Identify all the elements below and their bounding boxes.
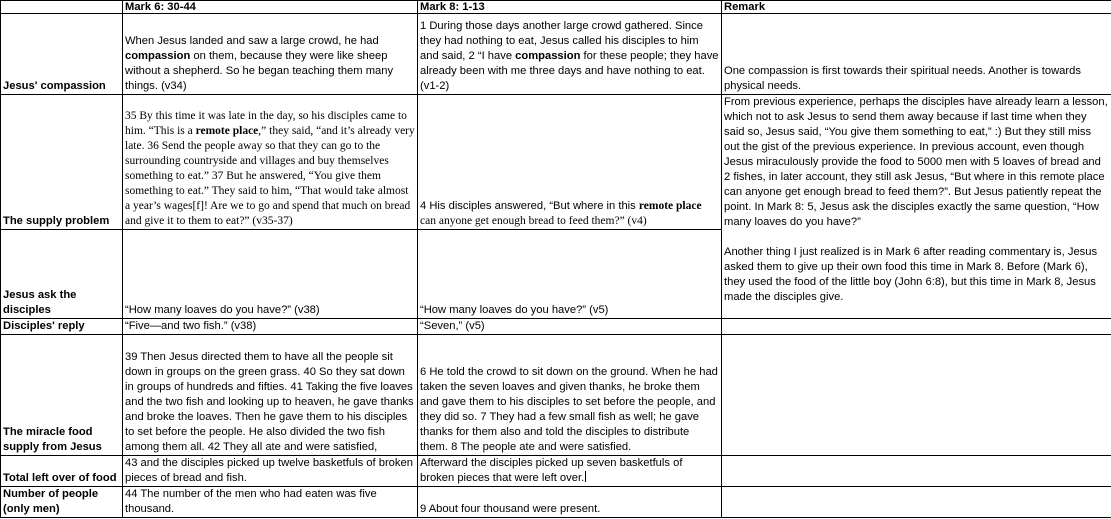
cell-mark6-miracle[interactable]: 39 Then Jesus directed them to have all the people sit down in groups on the green grass. 40 So they sat down in groups of hundreds and fifties. 41 Taking the five loaves and the two fish and looking up to heaven, he gave thanks and broke the loaves. Then he gave them to his disciples to set before the people. He also divided the two fish among them all. 42 They all ate and were satisfied, [123,335,418,456]
cell-mark8-leftover[interactable]: Afterward the disciples picked up seven basketfuls of broken pieces that were left over. [418,456,722,487]
cell-mark6-supply[interactable]: 35 By this time it was late in the day, so his disciples came to him. “This is a remote place,” they said, “and it’s already very late. 36 Send the people away so that they can go to the surrounding countryside and villages and buy themselves something to eat.” 37 But he answered, “You give them something to eat.” They said to him, “That would take almost a year’s wages[f]! Are we to go and spend that much on bread and give it to them to eat?” (v35-37) [123,95,418,230]
cell-mark8-miracle[interactable]: 6 He told the crowd to sit down on the ground. When he had taken the seven loaves and given thanks, he broke them and gave them to his disciples to set before the people, and they did so. 7 They had a few small fish as well; he gave thanks for them also and told the disciples to distribute them. 8 The people ate and were satisfied. [418,335,722,456]
table-row-compassion [1,14,1111,95]
row-label-leftover[interactable]: Total left over of food [1,456,123,487]
cell-mark8-people[interactable]: 9 About four thousand were present. [418,487,722,518]
cell-remark-leftover[interactable] [722,456,1111,487]
header-remark[interactable]: Remark [722,1,1111,14]
table-row-leftover [1,456,1111,487]
cell-mark8-compassion[interactable]: 1 During those days another large crowd gathered. Since they had nothing to eat, Jesus called his disciples to him and said, 2 “I have compassion for these people; they have already been with me three days and have nothing to eat. (v1-2) [418,14,722,95]
row-label-ask[interactable]: Jesus ask the disciples [1,230,123,319]
row-label-people[interactable]: Number of people (only men) [1,487,123,518]
cell-mark6-leftover[interactable]: 43 and the disciples picked up twelve basketfuls of broken pieces of bread and fish. [123,456,418,487]
table-row-people [1,487,1111,518]
header-row [1,1,1111,14]
row-label-supply[interactable]: The supply problem [1,95,123,230]
cell-remark-reply[interactable] [722,319,1111,335]
cell-mark6-people[interactable]: 44 The number of the men who had eaten was five thousand. [123,487,418,518]
header-empty[interactable] [1,1,123,14]
table-row-reply [1,319,1111,335]
remark-paragraph-2: Another thing I just realized is in Mark 6 after reading commentary is, Jesus asked them to give up their own food this time in Mark 8. Before (Mark 6), they used the food of the little boy (John 6:8), but this time in Mark 8, Jesus made the disciples give. [724,246,1098,303]
remark-paragraph-1: From previous experience, perhaps the disciples have already learn a lesson, which not to ask Jesus to send them away because if last time when they said so, Jesus said, “You give them something to eat,” :) But they still miss out the gist of the previous experience. In previous account, even though Jesus miraculously provide the food to 5000 men with 5 loaves of bread and 2 fishes, in later account, they still ask Jesus, “But where in this remote place can anyone get enough bread to feed them?”. But Jesus patiently repeat the point. In Mark 8: 5, Jesus ask the disciples exactly the same question, “How many loaves do you have?” [724,96,1108,228]
cell-mark6-compassion[interactable]: When Jesus landed and saw a large crowd, he had compassion on them, because they were like sheep without a shepherd. So he began teaching them many things. (v34) [123,14,418,95]
table-row-miracle [1,335,1111,456]
cell-mark6-reply[interactable]: “Five—and two fish.” (v38) [123,319,418,335]
row-label-reply[interactable]: Disciples' reply [1,319,123,335]
row-label-miracle[interactable]: The miracle food supply from Jesus [1,335,123,456]
header-mark6[interactable]: Mark 6: 30-44 [123,1,418,14]
cell-mark8-ask[interactable]: “How many loaves do you have?” (v5) [418,230,722,319]
cell-mark8-supply[interactable]: 4 His disciples answered, “But where in this remote place can anyone get enough bread to feed them?” (v4) [418,95,722,230]
row-label-compassion[interactable]: Jesus' compassion [1,14,123,95]
cell-mark6-ask[interactable]: “How many loaves do you have?” (v38) [123,230,418,319]
text-cursor [585,471,586,482]
table-row-supply [1,95,1111,230]
cell-mark8-reply[interactable]: “Seven,” (v5) [418,319,722,335]
cell-remark-people[interactable] [722,487,1111,518]
header-mark8[interactable]: Mark 8: 1-13 [418,1,722,14]
cell-remark-miracle[interactable] [722,335,1111,456]
cell-remark-compassion[interactable]: One compassion is first towards their spiritual needs. Another is towards physical needs. [722,14,1111,95]
cell-remark-supply-ask[interactable] [722,95,1111,319]
